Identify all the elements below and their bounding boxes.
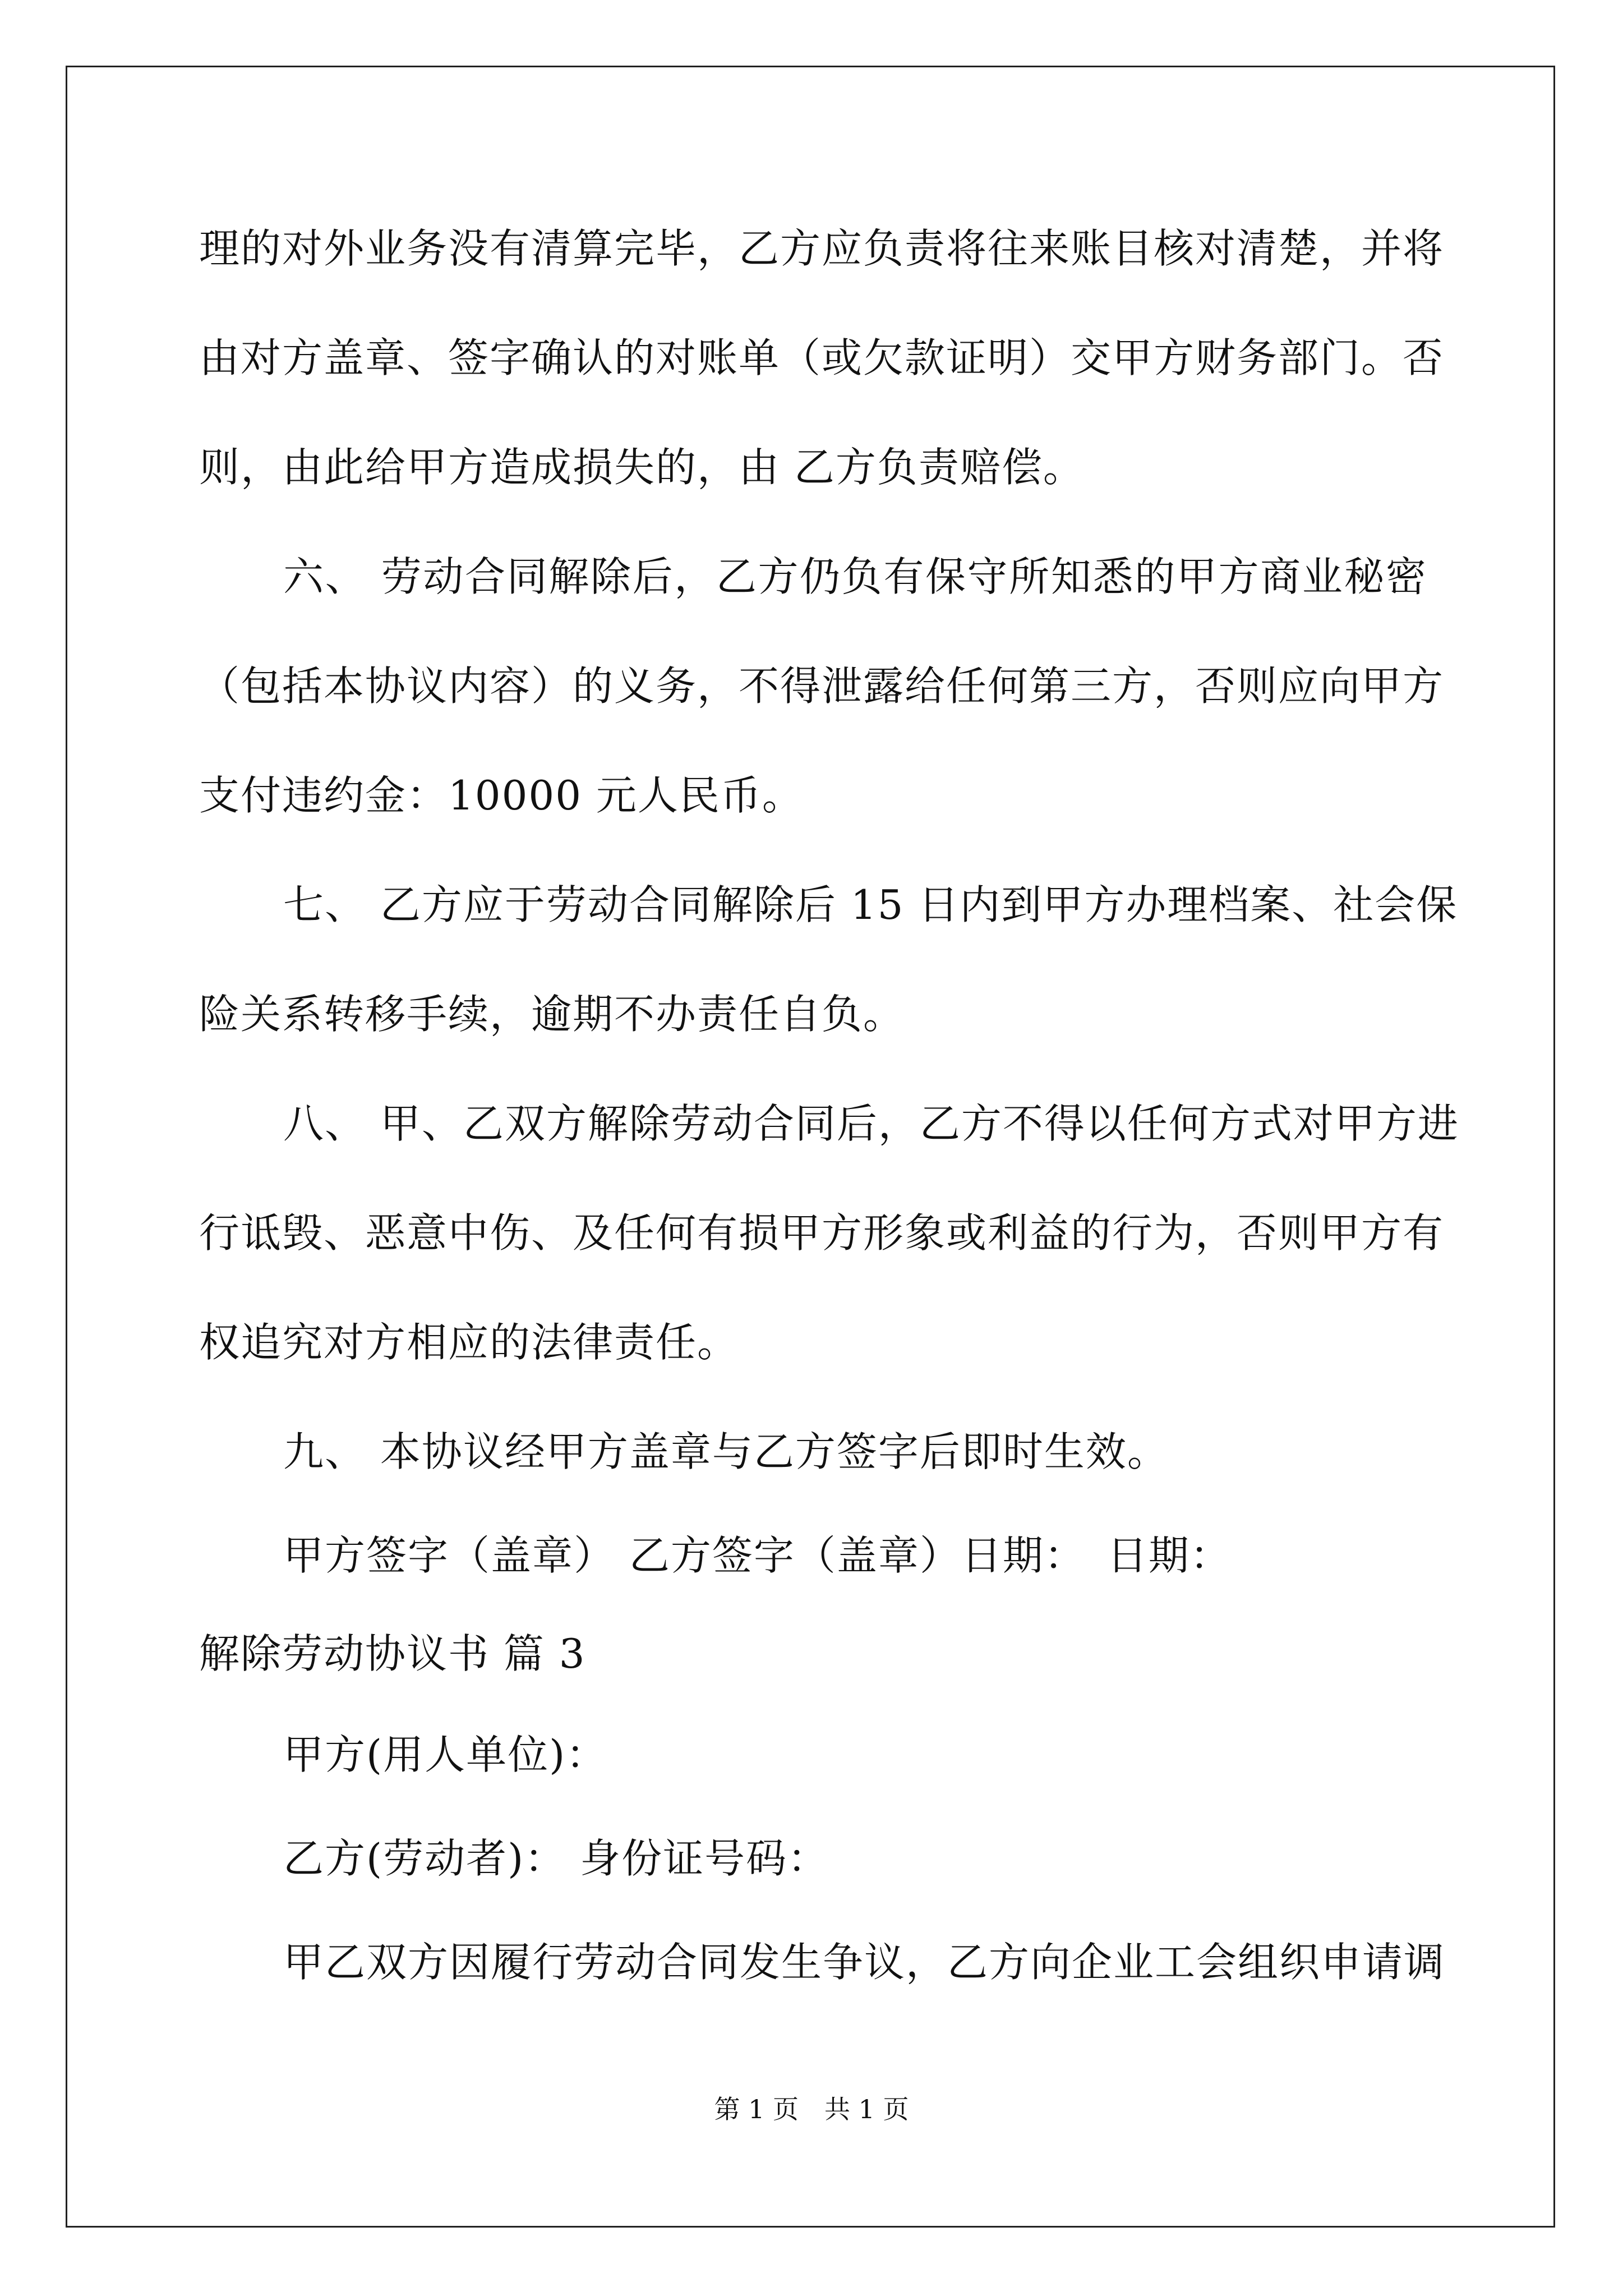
page-footer: 第 1 页 共 1 页 (714, 2094, 909, 2124)
clause-7-line-1: 七、 乙方应于劳动合同解除后 15 日内到甲方办理档案、社会保 (283, 881, 1458, 928)
paragraph-5-line-3: 则，由此给甲方造成损失的，由 乙方负责赔偿。 (199, 444, 1085, 491)
signature-line: 甲方签字（盖章） 乙方签字（盖章）日期： 日期： (283, 1532, 1232, 1579)
dispute-paragraph-line-1: 甲乙双方因履行劳动合同发生争议，乙方向企业工会组织申请调 (283, 1939, 1446, 1986)
party-a-label: 甲方(用人单位)： (283, 1731, 608, 1778)
section-heading: 解除劳动协议书 篇 3 (199, 1630, 586, 1677)
clause-7-line-2: 险关系转移手续，逾期不办责任自负。 (199, 991, 905, 1038)
paragraph-5-line-2: 由对方盖章、签字确认的对账单（或欠款证明）交甲方财务部门。否 (199, 334, 1445, 381)
clause-6-line-1: 六、 劳动合同解除后，乙方仍负有保守所知悉的甲方商业秘密 (283, 553, 1427, 600)
clause-6-line-3: 支付违约金：10000 元人民币。 (199, 772, 804, 819)
clause-9: 九、 本协议经甲方盖章与乙方签字后即时生效。 (283, 1428, 1169, 1475)
clause-8-line-3: 权追究对方相应的法律责任。 (199, 1319, 739, 1366)
party-b-label: 乙方(劳动者)： 身份证号码： (283, 1835, 829, 1882)
paragraph-5-line-1: 理的对外业务没有清算完毕，乙方应负责将往来账目核对清楚，并将 (199, 225, 1445, 272)
clause-8-line-2: 行诋毁、恶意中伤、及任何有损甲方形象或利益的行为，否则甲方有 (199, 1209, 1445, 1257)
clause-8-line-1: 八、 甲、乙双方解除劳动合同后，乙方不得以任何方式对甲方进 (283, 1100, 1459, 1147)
clause-6-line-2: （包括本协议内容）的义务，不得泄露给任何第三方，否则应向甲方 (199, 662, 1445, 710)
